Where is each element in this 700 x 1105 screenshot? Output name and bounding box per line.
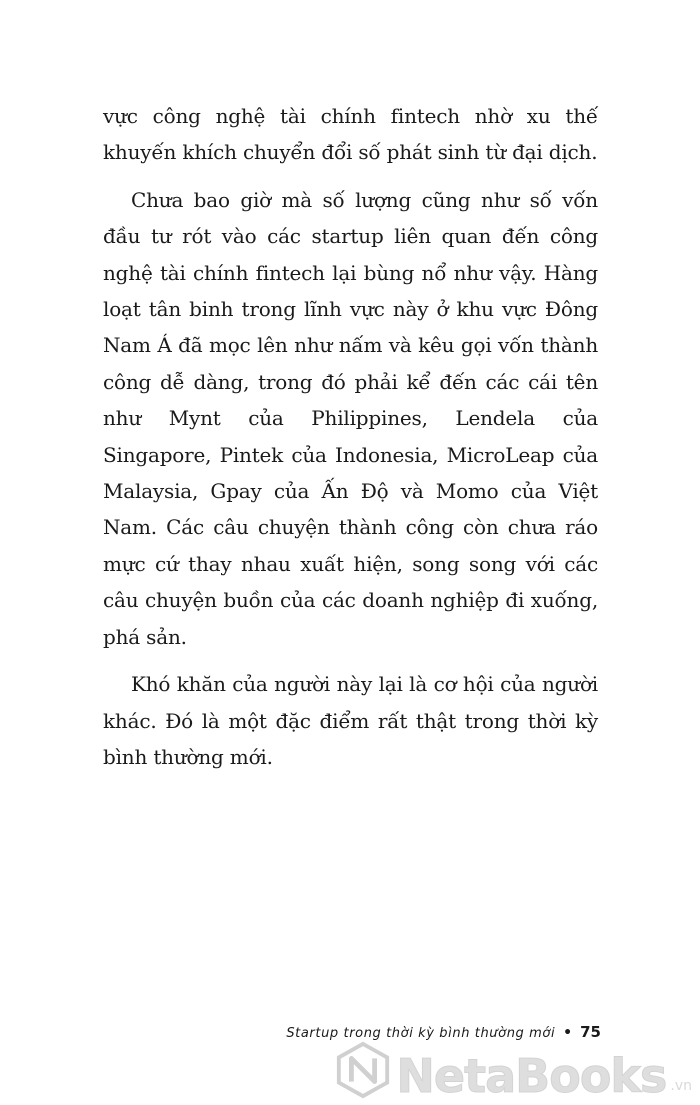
- watermark-brand: NetaBooks: [396, 1049, 667, 1103]
- netabooks-logo-icon: [334, 1041, 392, 1099]
- page-footer: [286, 1023, 601, 1041]
- watermark-suffix: .vn: [670, 1078, 692, 1094]
- footer-separator: •: [563, 1025, 573, 1041]
- paragraph-fintech-startups: Chưa bao giờ mà số lượng cũng như số vốn đầu tư rót vào các startup liên quan đến công nghệ tài chính fintech lại bùng nổ như vậy. Hàng loạt tân binh trong lĩnh vực này ở khu vực Đông Nam Á đã mọc lên như nấm và kêu gọi vốn thành công dễ dàng, trong đó phải kể đến các cái tên như Mynt của Philippines, Lendela của Singapore, Pintek của Indonesia, MicroLeap của Malaysia, Gpay của Ấn Độ và Momo của Việt Nam. Các câu chuyện thành công còn chưa ráo mực cứ thay nhau xuất hiện, song song với các câu chuyện buồn của các doanh nghiệp đi xuống, phá sản.: [103, 187, 598, 649]
- paragraph-continued: vực công nghệ tài chính fintech nhờ xu thế khuyến khích chuyển đổi số phát sinh từ đại dịch.: [103, 104, 598, 165]
- paragraph-new-normal: Khó khăn của người này lại là cơ hội của người khác. Đó là một đặc điểm rất thật trong thời kỳ bình thường mới.: [103, 672, 598, 769]
- watermark: [334, 1041, 692, 1103]
- running-title: Startup trong thời kỳ bình thường mới: [286, 1026, 556, 1041]
- page-number: 75: [580, 1023, 601, 1041]
- body-text: [103, 98, 598, 786]
